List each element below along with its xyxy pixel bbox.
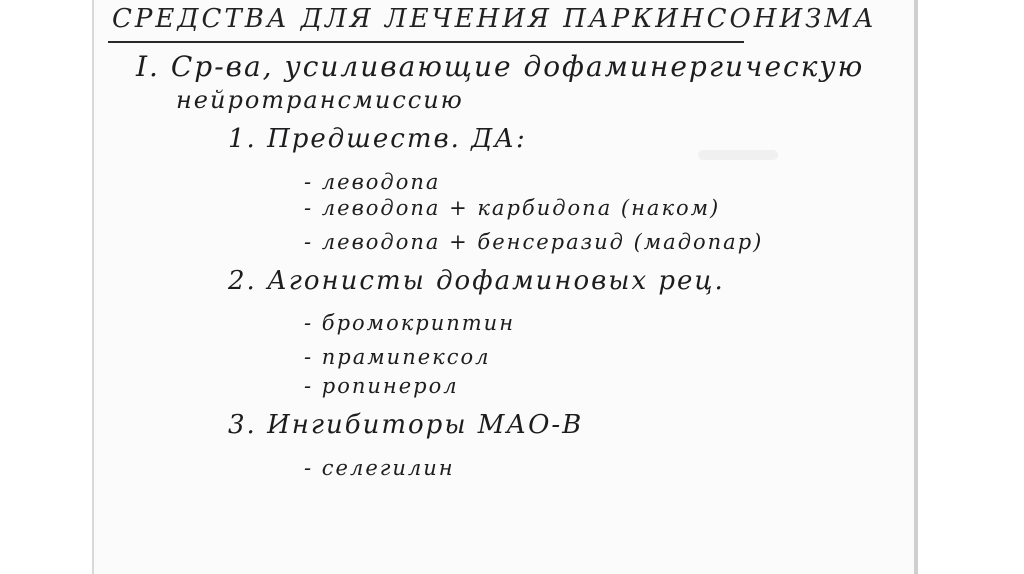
group-heading-mao-b-inhibitors: 3. Ингибиторы МАО-В: [228, 410, 584, 440]
group-heading-agonists: 2. Агонисты дофаминовых рец.: [228, 266, 725, 296]
list-item: - бромокриптин: [304, 311, 516, 335]
section-heading-line-1: I. Ср-ва, усиливающие дофаминергическую: [136, 50, 865, 83]
list-item: - леводопа + бенсеразид (мадопар): [304, 230, 764, 254]
sheet-left-edge: [92, 0, 94, 574]
list-item: - ропинерол: [304, 374, 459, 398]
list-item: - прамипексол: [304, 345, 491, 369]
page-title: СРЕДСТВА ДЛЯ ЛЕЧЕНИЯ ПАРКИНСОНИЗМА: [112, 4, 877, 34]
title-underline: [108, 41, 744, 43]
list-item: - селегилин: [304, 456, 455, 480]
sheet-right-edge: [914, 0, 918, 574]
group-heading-precursors: 1. Предшеств. ДА:: [228, 124, 527, 154]
list-item: - леводопа + карбидопа (наком): [304, 196, 721, 220]
section-heading-line-2: нейротрансмиссию: [176, 86, 464, 114]
list-item: - леводопа: [304, 170, 441, 194]
paper-smudge: [698, 150, 778, 160]
